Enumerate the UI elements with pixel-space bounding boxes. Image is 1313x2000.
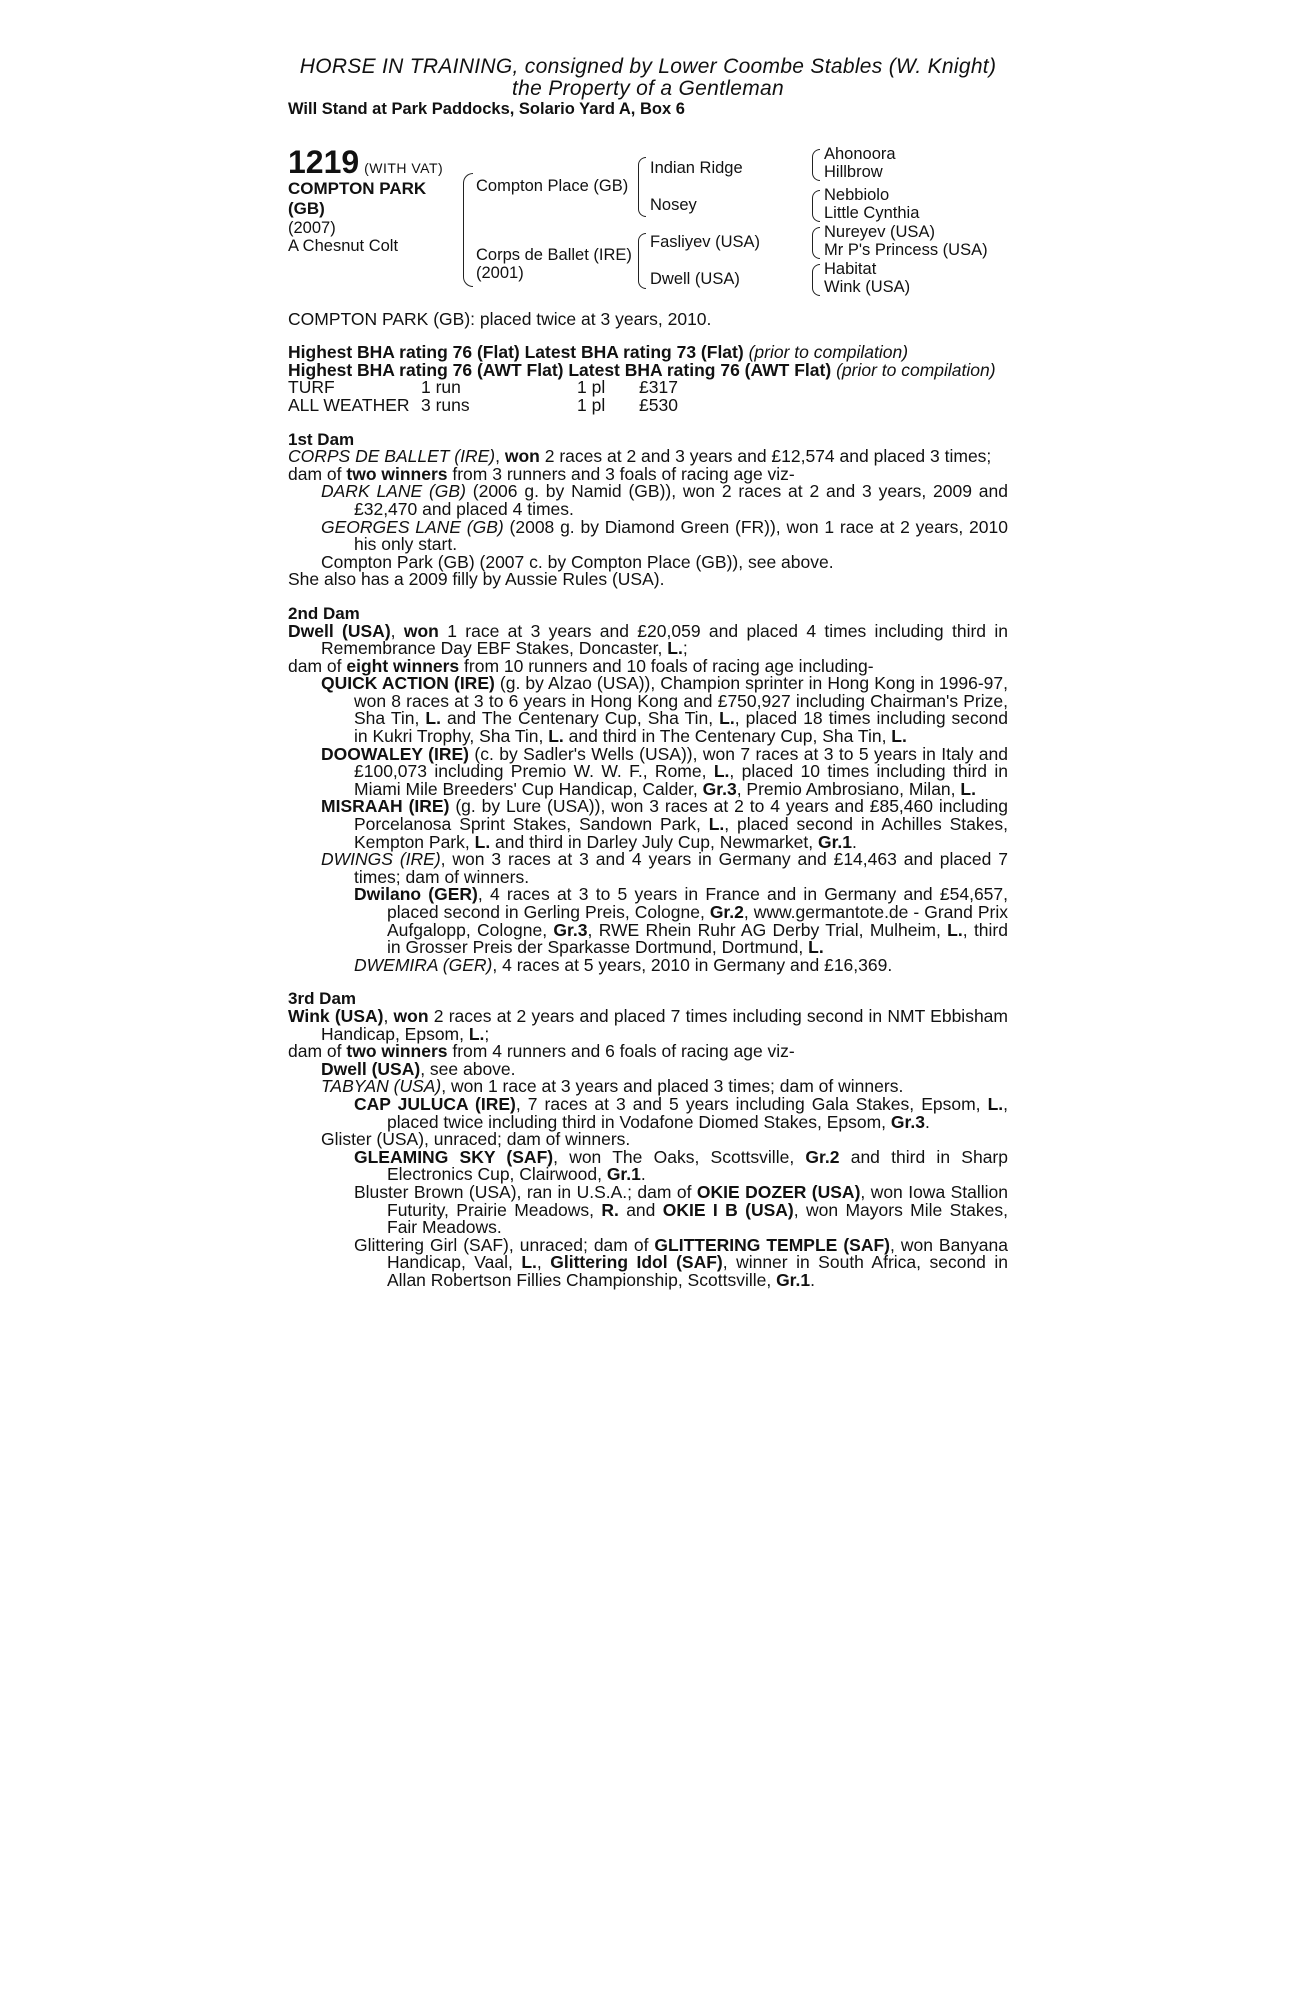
placed-count: 1 pl xyxy=(577,394,606,415)
property-line: the Property of a Gentleman xyxy=(512,77,784,100)
grand-offspring-entry: GLEAMING SKY (SAF), won The Oaks, Scottsville, Gr.2 and third in Sharp Electronics Cup, Clairwood, Gr.1. xyxy=(354,1146,1008,1185)
offspring-entry: DOOWALEY (IRE) (c. by Sadler's Wells (USA)), won 7 races at 3 to 5 years in Italy and £100,073 including Premio W. W. F., Rome, L., placed 10 times including third in Miami Mile Breeders' Cup Handicap, Calder, Gr.3, Premio Ambrosiano, Milan, L. xyxy=(321,743,1008,799)
offspring-entry: TABYAN (USA), won 1 race at 3 years and placed 3 times; dam of winners. xyxy=(321,1076,904,1097)
grand-offspring-entry: CAP JULUCA (IRE), 7 races at 3 and 5 years including Gala Stakes, Epsom, L., placed twice including third in Vodafone Diomed Stakes, Epsom, Gr.3. xyxy=(354,1093,1008,1132)
granddam-3: Mr P's Princess (USA) xyxy=(824,240,988,259)
pedigree-brace xyxy=(638,157,646,217)
sire: Compton Place (GB) xyxy=(476,176,629,195)
catalogue-page xyxy=(288,56,1008,1289)
prize-money: £530 xyxy=(639,394,678,415)
pedigree-brace xyxy=(463,173,473,287)
surface: ALL WEATHER xyxy=(288,394,410,415)
pedigree-brace xyxy=(638,233,646,289)
granddam-1: Hillbrow xyxy=(824,162,883,181)
third-dam-heading: 3rd Dam xyxy=(288,989,357,1009)
run-count: 3 runs xyxy=(421,394,470,415)
dam-dam: Dwell (USA) xyxy=(650,269,740,288)
pedigree-brace xyxy=(812,227,820,259)
grandsire-3: Nureyev (USA) xyxy=(824,222,935,241)
sire-sire: Indian Ridge xyxy=(650,158,743,177)
granddam-2: Little Cynthia xyxy=(824,203,920,222)
granddam-4: Wink (USA) xyxy=(824,277,911,296)
grandsire-4: Habitat xyxy=(824,259,877,278)
location-line: Will Stand at Park Paddocks, Solario Yard A, Box 6 xyxy=(288,100,685,118)
pedigree-brace xyxy=(812,149,820,181)
first-dam-produce: dam of two winners from 3 runners and 3 foals of racing age viz- xyxy=(288,463,795,484)
grand-offspring-entry: Dwilano (GER), 4 races at 3 to 5 years in France and in Germany and £54,657, placed second in Gerling Preis, Cologne, Gr.2, www.germantote.de - Grand Prix Aufgalopp, Cologne, Gr.3, RWE Rhein Ruhr AG Derby Trial, Mulheim, L., third in Grosser Preis der Sparkasse Dortmund, Dortmund, L. xyxy=(354,884,1008,958)
horse-country: (GB) xyxy=(288,198,325,218)
offspring-entry: Compton Park (GB) (2007 c. by Compton Place (GB)), see above. xyxy=(321,551,834,572)
sire-dam: Nosey xyxy=(650,195,697,214)
foaling-year: (2007) xyxy=(288,218,336,237)
offspring-entry: DARK LANE (GB) (2006 g. by Namid (GB)), won 2 races at 2 and 3 years, 2009 and £32,470 and placed 4 times. xyxy=(321,481,1009,519)
offspring-entry: GEORGES LANE (GB) (2008 g. by Diamond Green (FR)), won 1 race at 2 years, 2010 his only start. xyxy=(321,516,1008,555)
placed-count: 1 pl xyxy=(577,377,606,398)
race-summary: COMPTON PARK (GB): placed twice at 3 years, 2010. xyxy=(288,308,712,329)
grand-offspring-entry: Glittering Girl (SAF), unraced; dam of GLITTERING TEMPLE (SAF), won Banyana Handicap, Vaal, L., Glittering Idol (SAF), winner in South Africa, second in Allan Robertson Fillies Championship, Scottsville, Gr.1. xyxy=(354,1234,1009,1290)
second-dam-record: Dwell (USA), won 1 race at 3 years and £20,059 and placed 4 times including third in Remembrance Day EBF Stakes, Doncaster, L.; xyxy=(288,620,1008,659)
rating-line-2: Highest BHA rating 76 (AWT Flat) Latest BHA rating 76 (AWT Flat) (prior to compilation) xyxy=(288,359,996,380)
offspring-entry: QUICK ACTION (IRE) (g. by Alzao (USA)), Champion sprinter in Hong Kong in 1996-97, won 8 races at 3 to 6 years in Hong Kong and £750,927 including Chairman's Prize, Sha Tin, L. and The Centenary Cup, Sha Tin, L., placed 18 times including second in Kukri Trophy, Sha Tin, L. and third in The Centenary Cup, Sha Tin, L. xyxy=(321,673,1008,747)
offspring-note: She also has a 2009 filly by Aussie Rules (USA). xyxy=(288,569,665,590)
dam-year: (2001) xyxy=(476,263,524,282)
pedigree-brace xyxy=(812,264,820,296)
pedigree-brace xyxy=(812,190,820,222)
grandsire-1: Ahonoora xyxy=(824,144,896,163)
second-dam-produce: dam of eight winners from 10 runners and 10 foals of racing age including- xyxy=(288,655,874,676)
offspring-entry: Dwell (USA), see above. xyxy=(321,1058,516,1079)
surface: TURF xyxy=(288,377,335,398)
horse-name: COMPTON PARK xyxy=(288,178,427,198)
grand-offspring-entry: Bluster Brown (USA), ran in U.S.A.; dam of OKIE DOZER (USA), won Iowa Stallion Futurity, Prairie Meadows, R. and OKIE I B (USA), won Mayors Mile Stakes, Fair Meadows. xyxy=(354,1181,1008,1238)
lot-number: 1219 xyxy=(288,143,360,180)
dam-sire: Fasliyev (USA) xyxy=(650,232,761,251)
vat-note: (WITH VAT) xyxy=(364,159,444,176)
dam: Corps de Ballet (IRE) xyxy=(476,245,632,264)
first-dam-record: CORPS DE BALLET (IRE), won 2 races at 2 and 3 years and £12,574 and placed 3 times; xyxy=(288,446,992,467)
first-dam-heading: 1st Dam xyxy=(288,429,355,449)
third-dam-record: Wink (USA), won 2 races at 2 years and placed 7 times including second in NMT Ebbisham Handicap, Epsom, L.; xyxy=(288,1005,1008,1044)
second-dam-heading: 2nd Dam xyxy=(288,603,360,623)
horse-description: A Chesnut Colt xyxy=(288,236,399,255)
grandsire-2: Nebbiolo xyxy=(824,185,890,204)
offspring-entry: MISRAAH (IRE) (g. by Lure (USA)), won 3 races at 2 to 4 years and £85,460 including Porcelanosa Sprint Stakes, Sandown Park, L., placed second in Achilles Stakes, Kempton Park, L. and third in Darley July Cup, Newmarket, Gr.1. xyxy=(321,796,1008,852)
rating-line-1: Highest BHA rating 76 (Flat) Latest BHA rating 73 (Flat) (prior to compilation) xyxy=(288,342,909,363)
offspring-entry: DWINGS (IRE), won 3 races at 3 and 4 years in Germany and £14,463 and placed 7 times; dam of winners. xyxy=(321,849,1008,887)
runs-table xyxy=(288,379,1008,414)
run-count: 1 run xyxy=(421,377,461,398)
lot-info xyxy=(288,145,468,255)
offspring-entry: Glister (USA), unraced; dam of winners. xyxy=(321,1129,631,1150)
third-dam-produce: dam of two winners from 4 runners and 6 foals of racing age viz- xyxy=(288,1041,795,1062)
consignor-line: HORSE IN TRAINING, consigned by Lower Coombe Stables (W. Knight) xyxy=(299,55,997,78)
grand-offspring-entry: DWEMIRA (GER), 4 races at 5 years, 2010 in Germany and £16,369. xyxy=(354,954,893,975)
pedigree-block xyxy=(288,145,1008,305)
prize-money: £317 xyxy=(639,377,678,398)
